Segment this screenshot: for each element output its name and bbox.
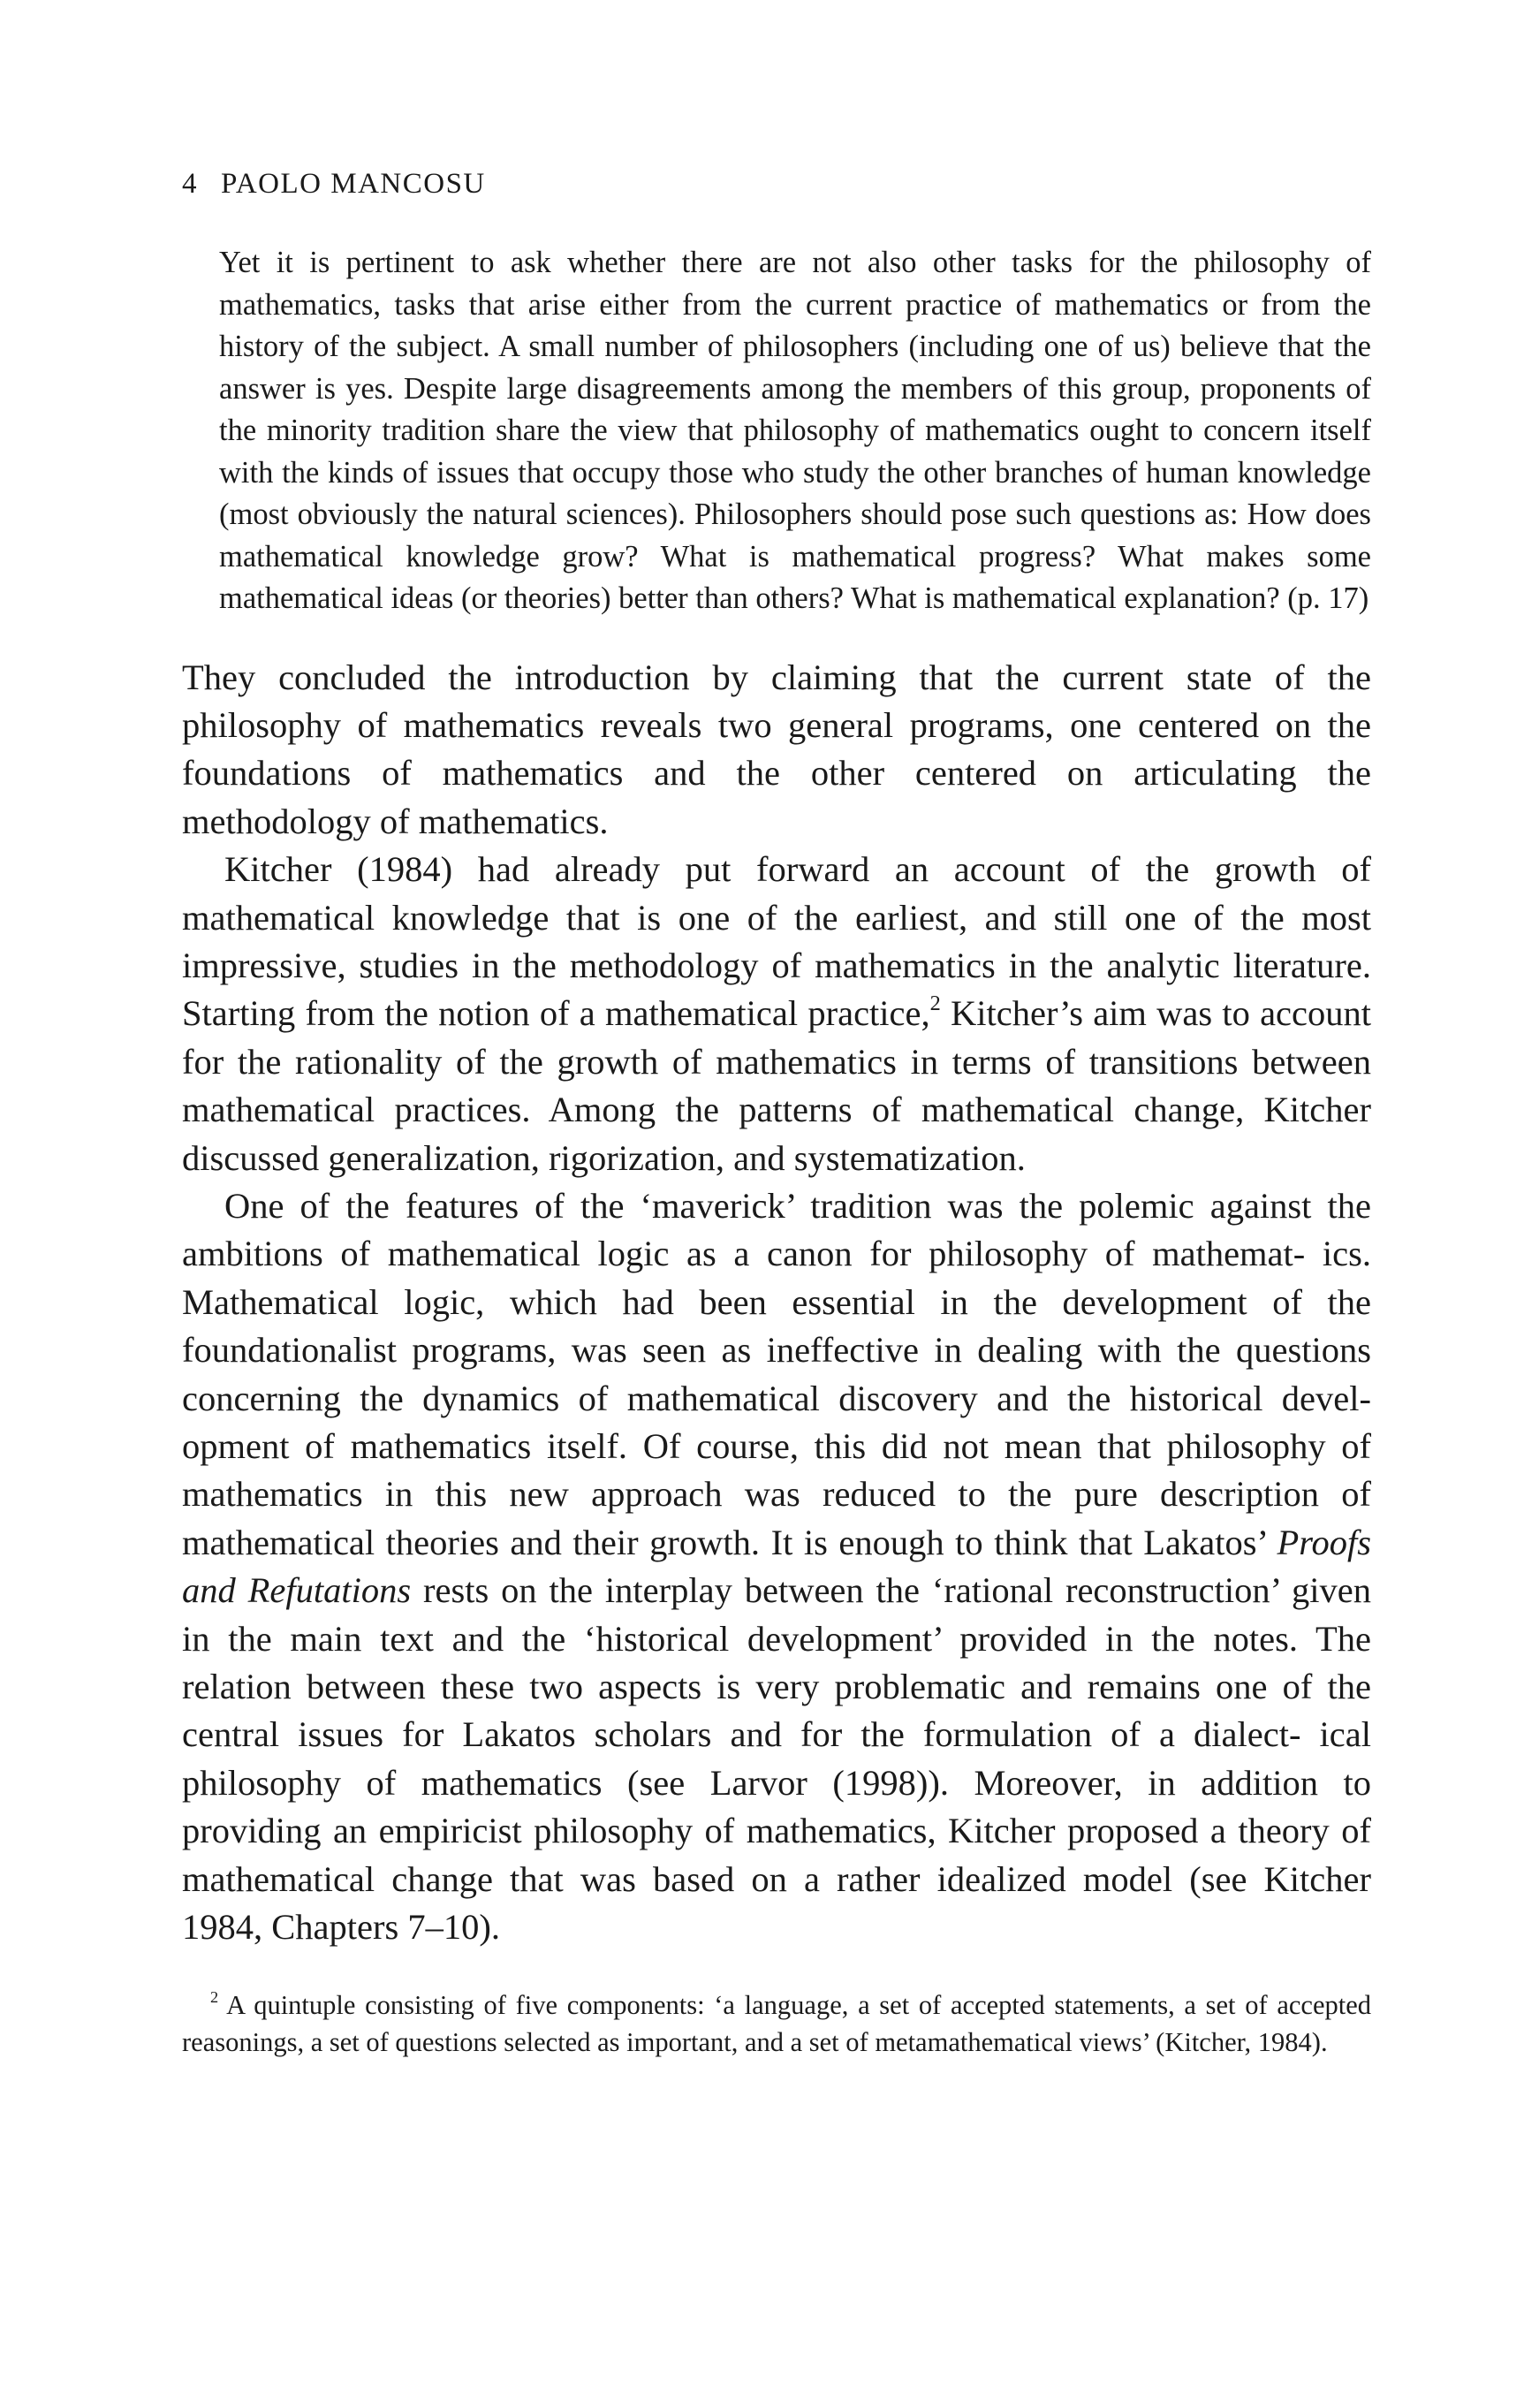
paragraph-2-text-a: Kitcher (1984) had already put forward an account of the growth of mathematical knowledge that is one of the earliest, and still one of the most impressive, studies in the methodology of mathematics in the analytic literature. Starting from the notion of a mathematical practice, [182, 849, 1371, 1034]
running-head-author: PAOLO MANCOSU [221, 168, 486, 200]
footnote-reference[interactable]: 2 [929, 991, 941, 1016]
footnote-text: A quintuple consisting of five components: ‘a language, a set of accepted statements, a set of accepted reasonings, a set of questions selected as important, and a set of metamathematical views’ (Kitcher, 1984). [182, 1990, 1371, 2058]
book-title: Proofs and Refutations [182, 1522, 1371, 1611]
paragraph-3-text-a: One of the features of the ‘maverick’ tradition was the polemic against the ambitions of mathematical logic as a canon for philosophy of mathemat- ics. Mathematical logic, which had been essential in the development of the foundationalist programs, was seen as ineffective in dealing with the questions concerning the dynamics of mathematical discovery and the historical devel- opment of mathematics itself. Of course, this did not mean that philosophy of mathematics in this new approach was reduced to the pure description of mathematical theories and their growth. It is enough to think that Lakatos’ [182, 1185, 1371, 1562]
page [182, 166, 1371, 2088]
paragraph-3-text-b: rests on the interplay between the ‘rational reconstruction’ given in the main text and the ‘historical development’ provided in the notes. The relation between these two aspects is very problematic and remains one of the central issues for Lakatos scholars and for the formulation of a dialect- ical philosophy of mathematics (see Larvor (1998)). Moreover, in addition to providing an empiricist philosophy of mathematics, Kitcher proposed a theory of mathematical change that was based on a rather idealized model (see Kitcher 1984, Chapters 7–10). [182, 1570, 1371, 1948]
paragraph-3 [182, 1182, 1371, 1952]
paragraph-2 [182, 846, 1371, 1182]
paragraph-2-text-b: Kitcher’s aim was to account for the rationality of the growth of mathematics in terms of transitions between mathematical practices. Among the patterns of mathematical change, Kitcher discussed generalization, rigorization, and systematization. [182, 993, 1372, 1178]
block-quote: Yet it is pertinent to ask whether there are not also other tasks for the philosophy of mathematics, tasks that arise either from the current practice of mathematics or from the history of the subject. A small number of philosophers (including one of us) believe that the answer is yes. Despite large disagreements among the members of this group, proponents of the minority tradition share the view that philosophy of mathematics ought to concern itself with the kinds of issues that occupy those who study the other branches of human knowledge (most obviously the natural sciences). Philosophers should pose such questions as: How does mathematical knowledge grow? What is mathematical progress? What makes some mathematical ideas (or theories) better than others? What is mathematical explanation? (p. 17) [219, 246, 1371, 615]
page-number: 4 [182, 168, 198, 200]
footnote-marker: 2 [210, 1988, 219, 2007]
paragraph-1: They concluded the introduction by claiming that the current state of the philosophy of mathematics reveals two general programs, one centered on the foundations of mathematics and the other centered on articulating the methodology of mathematics. [182, 657, 1371, 841]
running-head [182, 166, 1371, 201]
footnote [182, 1986, 1371, 2061]
